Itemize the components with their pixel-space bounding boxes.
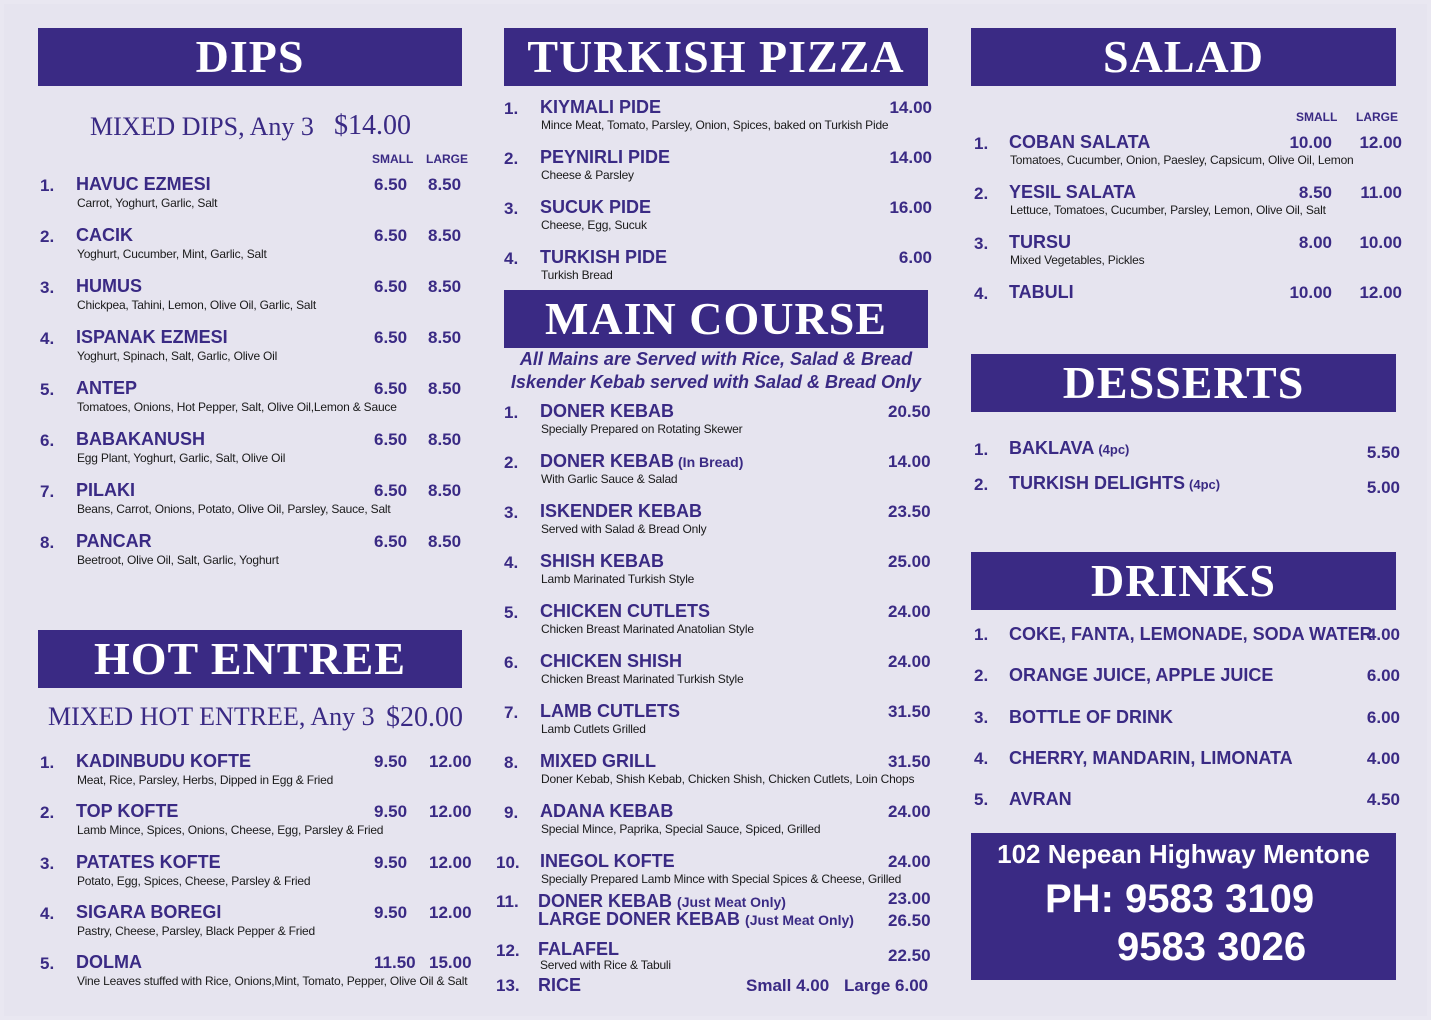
- salad-item-number: 4.: [974, 284, 989, 303]
- entree-small-price: 9.50: [374, 902, 408, 922]
- drink-item-number: 2.: [974, 666, 989, 686]
- main-item-name-text: DONER KEBAB: [540, 401, 675, 421]
- main-item-name: [540, 451, 743, 472]
- drink-item-number: 5.: [974, 790, 989, 810]
- main-item-description: Specially Prepared Lamb Mince with Special Spices & Cheese, Grilled: [541, 872, 902, 886]
- dip-item-number: 6.: [40, 431, 55, 450]
- main-item-number: 4.: [504, 553, 519, 572]
- main-item-price: 24.00: [888, 802, 931, 821]
- dip-large-price: 8.50: [428, 175, 462, 194]
- dessert-item-number: 2.: [974, 475, 989, 494]
- main-item-number: 7.: [504, 703, 519, 722]
- main-item-description: Chicken Breast Marinated Turkish Style: [541, 672, 744, 686]
- rice-small-price: Small 4.00: [746, 976, 830, 995]
- dip-large-price: 8.50: [428, 277, 462, 296]
- salad-large-price: 12.00: [1359, 133, 1402, 152]
- main-item-num: 12.: [496, 941, 520, 960]
- main-item-price: 24.00: [888, 602, 931, 621]
- drink-item-price: 4.00: [1366, 625, 1400, 644]
- salad-item-name: COBAN SALATA: [1009, 132, 1151, 152]
- dip-large-price: 8.50: [428, 379, 462, 398]
- entree-item-number: 2.: [40, 803, 55, 823]
- dessert-item-name: [1009, 473, 1220, 494]
- pizza-item-name: SUCUK PIDE: [540, 197, 652, 217]
- mixed-dips-label: MIXED DIPS, Any 3: [90, 112, 314, 141]
- entree-small-price: 11.50: [374, 953, 416, 973]
- main-item-num: 11.: [496, 892, 519, 911]
- dip-small-price: 6.50: [374, 226, 408, 245]
- address: 102 Nepean Highway Mentone: [997, 839, 1370, 869]
- main-item-num: 13.: [496, 976, 520, 995]
- main-item-name-text: CHICKEN SHISH: [540, 651, 683, 671]
- main-item-11-extra: (Just Meat Only): [677, 894, 786, 910]
- main-item-number: 8.: [504, 753, 519, 772]
- entree-item-description: Pastry, Cheese, Parsley, Black Pepper & Fried: [77, 923, 315, 938]
- main-item-name-text: SHISH KEBAB: [540, 551, 665, 571]
- main-item-11-price: 23.00: [888, 889, 931, 908]
- dips-header: DIPS: [38, 28, 462, 86]
- pizza-item-name: TURKISH PIDE: [540, 247, 668, 267]
- main-item-name-text: INEGOL KOFTE: [540, 851, 675, 871]
- dip-item-name: PILAKI: [76, 480, 136, 500]
- dessert-item-name-text: BAKLAVA: [1009, 438, 1095, 458]
- dip-small-price: 6.50: [374, 481, 408, 500]
- drink-item-name: AVRAN: [1009, 789, 1072, 810]
- main-item-name: [540, 501, 702, 522]
- main-item-description: Specially Prepared on Rotating Skewer: [541, 422, 743, 436]
- dip-item-description: Beetroot, Olive Oil, Salt, Garlic, Yoghurt: [77, 553, 279, 567]
- drink-item-number: 1.: [974, 625, 989, 644]
- main-item-number: 5.: [504, 603, 519, 622]
- pizza-item-description: Mince Meat, Tomato, Parsley, Onion, Spices, baked on Turkish Pide: [541, 118, 889, 132]
- salad-item-number: 1.: [974, 134, 989, 153]
- entree-item-number: 5.: [40, 954, 55, 974]
- main-item-name-text: DONER KEBAB: [540, 451, 675, 471]
- main-item-description: Doner Kebab, Shish Kebab, Chicken Shish, Chicken Cutlets, Loin Chops: [541, 772, 915, 786]
- main-item-price: 31.50: [888, 702, 931, 721]
- main-item-name: [540, 801, 673, 822]
- salad-item-name: TABULI: [1009, 282, 1074, 302]
- pizza-item-price: 16.00: [889, 198, 932, 217]
- main-course-header: MAIN COURSE: [504, 290, 928, 348]
- entree-item-description: Potato, Egg, Spices, Cheese, Parsley & Fried: [77, 873, 311, 888]
- salad-header: SALAD: [971, 28, 1396, 86]
- main-item-price: 31.50: [888, 752, 931, 771]
- entree-small-price: 9.50: [374, 802, 408, 822]
- dips-large-header: LARGE: [426, 152, 468, 166]
- dessert-item-extra: (4pc): [1189, 477, 1221, 492]
- main-item-price: 24.00: [888, 652, 931, 671]
- dip-item-description: Chickpea, Tahini, Lemon, Olive Oil, Garlic, Salt: [77, 298, 316, 312]
- salad-large-price: 12.00: [1359, 283, 1402, 302]
- drink-item-price: 6.00: [1366, 666, 1400, 686]
- dip-item-name: BABAKANUSH: [76, 429, 205, 449]
- pizza-item-description: Turkish Bread: [541, 268, 613, 282]
- main-item-number: 9.: [504, 803, 519, 822]
- salad-small-price: 10.00: [1289, 283, 1332, 302]
- main-item-name: [540, 601, 710, 622]
- dip-small-price: 6.50: [374, 175, 408, 194]
- salad-large-header: LARGE: [1356, 110, 1398, 124]
- dip-small-price: 6.50: [374, 379, 408, 398]
- salad-item-number: 2.: [974, 184, 989, 203]
- main-item-description: With Garlic Sauce & Salad: [541, 472, 678, 486]
- rice-large-price: Large 6.00: [844, 976, 929, 995]
- pizza-item-number: 2.: [504, 149, 519, 168]
- entree-item-description: Meat, Rice, Parsley, Herbs, Dipped in Egg & Fried: [77, 773, 334, 787]
- pizza-item-price: 14.00: [889, 98, 932, 117]
- entree-item-name: DOLMA: [76, 952, 142, 973]
- entree-item-name: PATATES KOFTE: [76, 851, 221, 872]
- entree-item-description: Lamb Mince, Spices, Onions, Cheese, Egg, Parsley & Fried: [77, 823, 384, 838]
- main-note-1: All Mains are Served with Rice, Salad & Bread: [519, 349, 913, 369]
- main-item-number: 1.: [504, 403, 519, 422]
- dip-item-name: PANCAR: [76, 531, 152, 551]
- main-item-13-name: RICE: [538, 975, 582, 995]
- pizza-item-price: 6.00: [898, 248, 932, 267]
- pizza-item-number: 4.: [504, 249, 519, 268]
- main-item-name: [540, 851, 675, 872]
- dip-item-name: HUMUS: [76, 276, 142, 296]
- salad-large-price: 10.00: [1359, 233, 1402, 252]
- salad-small-price: 8.50: [1298, 183, 1332, 202]
- dip-large-price: 8.50: [428, 328, 462, 347]
- pizza-item-name: KIYMALI PIDE: [540, 97, 662, 117]
- dip-item-number: 8.: [40, 533, 55, 552]
- dip-large-price: 8.50: [428, 481, 462, 500]
- dip-item-description: Tomatoes, Onions, Hot Pepper, Salt, Olive Oil,Lemon & Sauce: [77, 400, 397, 414]
- dessert-item-name: [1009, 438, 1129, 459]
- salad-item-description: Lettuce, Tomatoes, Cucumber, Parsley, Lemon, Olive Oil, Salt: [1010, 203, 1326, 217]
- entree-item-number: 3.: [40, 853, 55, 873]
- dip-item-name: ISPANAK EZMESI: [76, 327, 228, 347]
- main-item-price: 20.50: [888, 402, 931, 421]
- drink-item-name: CHERRY, MANDARIN, LIMONATA: [1009, 747, 1293, 768]
- dip-item-description: Egg Plant, Yoghurt, Garlic, Salt, Olive Oil: [77, 451, 286, 465]
- drink-item-price: 6.00: [1366, 707, 1400, 727]
- dip-item-name: ANTEP: [76, 378, 138, 398]
- contact-box: [971, 833, 1396, 980]
- salad-item-description: Tomatoes, Cucumber, Onion, Paesley, Capsicum, Olive Oil, Lemon: [1010, 153, 1354, 167]
- entree-item-description: Vine Leaves stuffed with Rice, Onions,Mint, Tomato, Pepper, Olive Oil & Salt: [77, 974, 468, 989]
- pizza-item-number: 1.: [504, 99, 519, 118]
- salad-small-price: 8.00: [1298, 233, 1332, 252]
- entree-large-price: 12.00: [429, 852, 472, 872]
- dip-item-number: 2.: [40, 227, 55, 246]
- salad-small-price: 10.00: [1289, 133, 1332, 152]
- main-item-number: 10.: [496, 853, 520, 872]
- main-item-name: [540, 651, 682, 672]
- entree-small-price: 9.50: [374, 852, 408, 872]
- main-item-name-text: ISKENDER KEBAB: [540, 501, 703, 521]
- dip-large-price: 8.50: [428, 532, 462, 551]
- entree-item-number: 1.: [40, 753, 55, 772]
- main-item-name: [540, 751, 656, 772]
- entree-large-price: 12.00: [429, 802, 472, 822]
- drink-item-name: ORANGE JUICE, APPLE JUICE: [1009, 665, 1274, 686]
- pizza-item-description: Cheese, Egg, Sucuk: [541, 218, 647, 232]
- mixed-dips-price: $14.00: [334, 110, 411, 141]
- dips-small-header: SMALL: [372, 152, 414, 166]
- entree-item-name: SIGARA BOREGI: [76, 901, 222, 922]
- phone-number-2: 9583 3026: [1117, 925, 1307, 969]
- mixed-hot-entree-label: MIXED HOT ENTREE, Any 3: [48, 702, 375, 731]
- menu-page: [4, 4, 1427, 1016]
- main-item-12-desc: Served with Rice & Tabuli: [540, 958, 671, 972]
- main-item-11b-price: 26.50: [888, 911, 931, 930]
- dip-item-name: CACIK: [76, 225, 133, 245]
- main-note-2: Iskender Kebab served with Salad & Bread Only: [510, 372, 922, 392]
- dip-item-name: HAVUC EZMESI: [76, 174, 211, 194]
- main-item-number: 2.: [504, 453, 519, 472]
- dip-item-number: 4.: [40, 329, 55, 348]
- dip-small-price: 6.50: [374, 328, 408, 347]
- pizza-item-description: Cheese & Parsley: [541, 168, 634, 182]
- salad-small-header: SMALL: [1296, 110, 1338, 124]
- phone-number-1: PH: 9583 3109: [1045, 877, 1315, 921]
- entree-large-price: 12.00: [429, 902, 472, 922]
- entree-large-price: 15.00: [429, 953, 472, 973]
- salad-item-number: 3.: [974, 234, 989, 253]
- entree-item-number: 4.: [40, 903, 55, 923]
- desserts-header: DESSERTS: [971, 354, 1396, 412]
- mixed-hot-entree-price: $20.00: [386, 702, 463, 733]
- dip-item-description: Yoghurt, Spinach, Salt, Garlic, Olive Oil: [77, 349, 278, 363]
- dip-item-description: Yoghurt, Cucumber, Mint, Garlic, Salt: [77, 247, 267, 261]
- main-item-description: Special Mince, Paprika, Special Sauce, Spiced, Grilled: [541, 822, 821, 836]
- dip-item-description: Beans, Carrot, Onions, Potato, Olive Oil, Parsley, Sauce, Salt: [77, 502, 391, 516]
- drink-item-number: 4.: [974, 748, 989, 768]
- main-item-price: 23.50: [888, 502, 931, 521]
- turkish-pizza-header: TURKISH PIZZA: [504, 28, 928, 86]
- main-item-description: Lamb Marinated Turkish Style: [541, 572, 695, 586]
- dip-item-number: 7.: [40, 482, 55, 501]
- main-item-description: Chicken Breast Marinated Anatolian Style: [541, 622, 754, 636]
- main-item-11-name: DONER KEBAB: [538, 891, 673, 911]
- main-item-price: 25.00: [888, 552, 931, 571]
- main-item-name: [540, 701, 680, 722]
- main-item-price: 14.00: [888, 452, 931, 471]
- drinks-header: DRINKS: [971, 552, 1396, 610]
- dip-large-price: 8.50: [428, 226, 462, 245]
- main-item-name: [540, 551, 664, 572]
- dessert-item-extra: (4pc): [1098, 442, 1130, 457]
- pizza-item-name: PEYNIRLI PIDE: [540, 147, 671, 167]
- main-item-extra: (In Bread): [678, 454, 744, 470]
- main-item-name: [540, 401, 674, 422]
- main-item-name-text: LAMB CUTLETS: [540, 701, 680, 721]
- entree-item-name: TOP KOFTE: [76, 801, 179, 822]
- main-item-name-text: ADANA KEBAB: [540, 801, 674, 821]
- pizza-item-price: 14.00: [889, 148, 932, 167]
- pizza-item-number: 3.: [504, 199, 519, 218]
- hot-entree-header: HOT ENTREE: [38, 630, 462, 688]
- dip-item-number: 3.: [40, 278, 55, 297]
- main-item-number: 3.: [504, 503, 519, 522]
- salad-large-price: 11.00: [1360, 183, 1402, 202]
- drink-item-price: 4.50: [1366, 790, 1400, 810]
- drink-item-name: COKE, FANTA, LEMONADE, SODA WATER: [1009, 624, 1373, 644]
- dip-small-price: 6.50: [374, 277, 408, 296]
- main-item-number: 6.: [504, 653, 519, 672]
- main-item-name-large: [538, 909, 854, 930]
- entree-large-price: 12.00: [429, 752, 472, 771]
- drink-item-price: 4.00: [1366, 748, 1400, 768]
- dip-small-price: 6.50: [374, 532, 408, 551]
- entree-item-name: KADINBUDU KOFTE: [76, 751, 251, 771]
- dip-item-description: Carrot, Yoghurt, Garlic, Salt: [77, 196, 218, 210]
- drink-item-number: 3.: [974, 707, 989, 727]
- main-item-price: 24.00: [888, 852, 931, 871]
- dip-item-number: 1.: [40, 176, 55, 195]
- main-item-12-name: FALAFEL: [538, 939, 619, 959]
- dessert-item-price: 5.00: [1366, 478, 1400, 497]
- main-item-description: Lamb Cutlets Grilled: [541, 722, 646, 736]
- dessert-item-name-text: TURKISH DELIGHTS: [1009, 473, 1186, 493]
- dip-item-number: 5.: [40, 380, 55, 399]
- main-item-11b-extra: (Just Meat Only): [745, 912, 854, 928]
- main-item-description: Served with Salad & Bread Only: [541, 522, 707, 536]
- dessert-item-price: 5.50: [1366, 443, 1400, 462]
- dip-small-price: 6.50: [374, 430, 408, 449]
- main-item-name-text: CHICKEN CUTLETS: [540, 601, 710, 621]
- dip-large-price: 8.50: [428, 430, 462, 449]
- salad-item-description: Mixed Vegetables, Pickles: [1010, 253, 1145, 267]
- salad-item-name: YESIL SALATA: [1009, 182, 1137, 202]
- main-item-12-price: 22.50: [888, 946, 931, 965]
- dessert-item-number: 1.: [974, 440, 989, 459]
- entree-small-price: 9.50: [374, 752, 408, 771]
- drink-item-name: BOTTLE OF DRINK: [1009, 706, 1173, 727]
- salad-item-name: TURSU: [1009, 232, 1071, 252]
- main-item-11b-name: LARGE DONER KEBAB: [538, 909, 741, 929]
- main-item-name-text: MIXED GRILL: [540, 751, 656, 771]
